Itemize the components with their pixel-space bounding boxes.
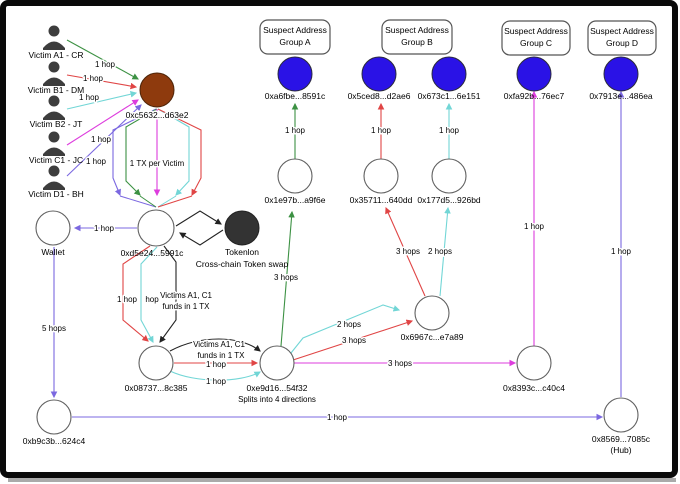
suspect-address-node [362,57,396,91]
victim-label: Victim C1 - JC [28,155,84,165]
edge-label: 1 hop [523,222,545,231]
edge-label: hop [145,295,159,304]
edge-label: 1 hop [93,224,115,233]
frame-shadow [8,478,676,482]
node-6967c [415,296,449,330]
node-e9d16-label: 0xe9d16...54f32 [246,383,308,393]
node-hub-label: 0x8569...7085c [591,434,651,444]
group-title: Suspect Address [385,25,449,35]
node-b9c3b-label: 0xb9c3b...624c4 [22,436,86,446]
edge-label-funds-note: funds in 1 TX [162,302,210,311]
edge-label: 1 hop [284,126,306,135]
edge-label: 1 hop [610,247,632,256]
edge-label: 1 hop [116,295,138,304]
node-mid-a-label: 0x1e97b...a9f6e [264,195,326,205]
node-wallet-label: Wallet [41,247,65,257]
node-tokenlon-label: Tokenlon [224,247,260,257]
node-mid-a [278,159,312,193]
node-hub-note: (Hub) [610,445,632,455]
suspect-address-node [278,57,312,91]
edge-label: 2 hops [427,247,453,256]
group-title: Suspect Address [263,25,327,35]
node-splitter [138,210,174,246]
edge-label: 1 hop [90,135,112,144]
node-mid-b1-label: 0x35711...640dd [349,195,413,205]
node-tokenlon-sublabel: Cross-chain Token swap [195,259,289,269]
suspect-address-label: 0xa6fbe...8591c [264,91,326,101]
group-title: Group C [519,38,553,48]
edge-label: 3 hops [387,359,413,368]
edge-label: 5 hops [41,324,67,333]
node-08737-label: 0x08737...8c385 [124,383,188,393]
node-tokenlon [225,211,259,245]
node-wallet [36,211,70,245]
edge-label: 3 hops [273,273,299,282]
edge-label: 1 hop [326,413,348,422]
edge-label: 3 hops [341,336,367,345]
victim-label: Victim B2 - JT [29,119,83,129]
edge-label: 1 hop [94,60,116,69]
edge-label: 1 hop [205,377,227,386]
node-b9c3b [37,400,71,434]
edge-label-funds-note: funds in 1 TX [197,351,245,360]
edge-label: 3 hops [395,247,421,256]
edge-label-tx-per-victim: 1 TX per Victim [129,159,185,168]
node-e9d16-note: Splits into 4 directions [238,395,316,404]
suspect-address-label: 0x5ced8...d2ae6 [347,91,411,101]
victim-label: Victim D1 - BH [28,189,84,199]
victim-label: Victim A1 - CR [28,50,84,60]
suspect-address-node [432,57,466,91]
edge-label: 1 hop [82,74,104,83]
suspect-address-label: 0xfa92b...76ec7 [503,91,565,101]
group-title: Group D [605,38,639,48]
edge-label: 1 hop [85,157,107,166]
edge-label: 1 hop [205,360,227,369]
node-6967c-label: 0x6967c...e7a89 [400,332,464,342]
node-mid-b2 [432,159,466,193]
edge-label: 1 hop [370,126,392,135]
suspect-address-node [517,57,551,91]
frame-border [3,3,675,475]
edge-label: 2 hops [336,320,362,329]
node-hub [604,398,638,432]
node-scam-wallet-label: 0xc5632...d63e2 [125,110,189,120]
node-mid-b2-label: 0x177d5...926bd [417,195,481,205]
suspect-address-label: 0x7913e...486ea [589,91,653,101]
edge-label: 1 hop [438,126,460,135]
node-8393c-label: 0x8393c...c40c4 [503,383,565,393]
group-title: Suspect Address [504,26,568,36]
edge-label: 1 hop [78,93,100,102]
node-8393c [517,346,551,380]
group-title: Suspect Address [590,26,654,36]
node-splitter-label: 0xd5e24...5991c [120,248,184,258]
victim-label: Victim B1 - DM [27,85,85,95]
edge-label-funds-note: Victims A1, C1 [160,291,212,300]
suspect-address-label: 0x673c1...6e151 [417,91,481,101]
node-scam-wallet [140,73,174,107]
suspect-address-node [604,57,638,91]
node-e9d16 [260,346,294,380]
group-title: Group A [279,37,311,47]
node-mid-b1 [364,159,398,193]
edge-label-funds-note: Victims A1, C1 [193,340,245,349]
group-title: Group B [401,37,433,47]
node-08737 [139,346,173,380]
